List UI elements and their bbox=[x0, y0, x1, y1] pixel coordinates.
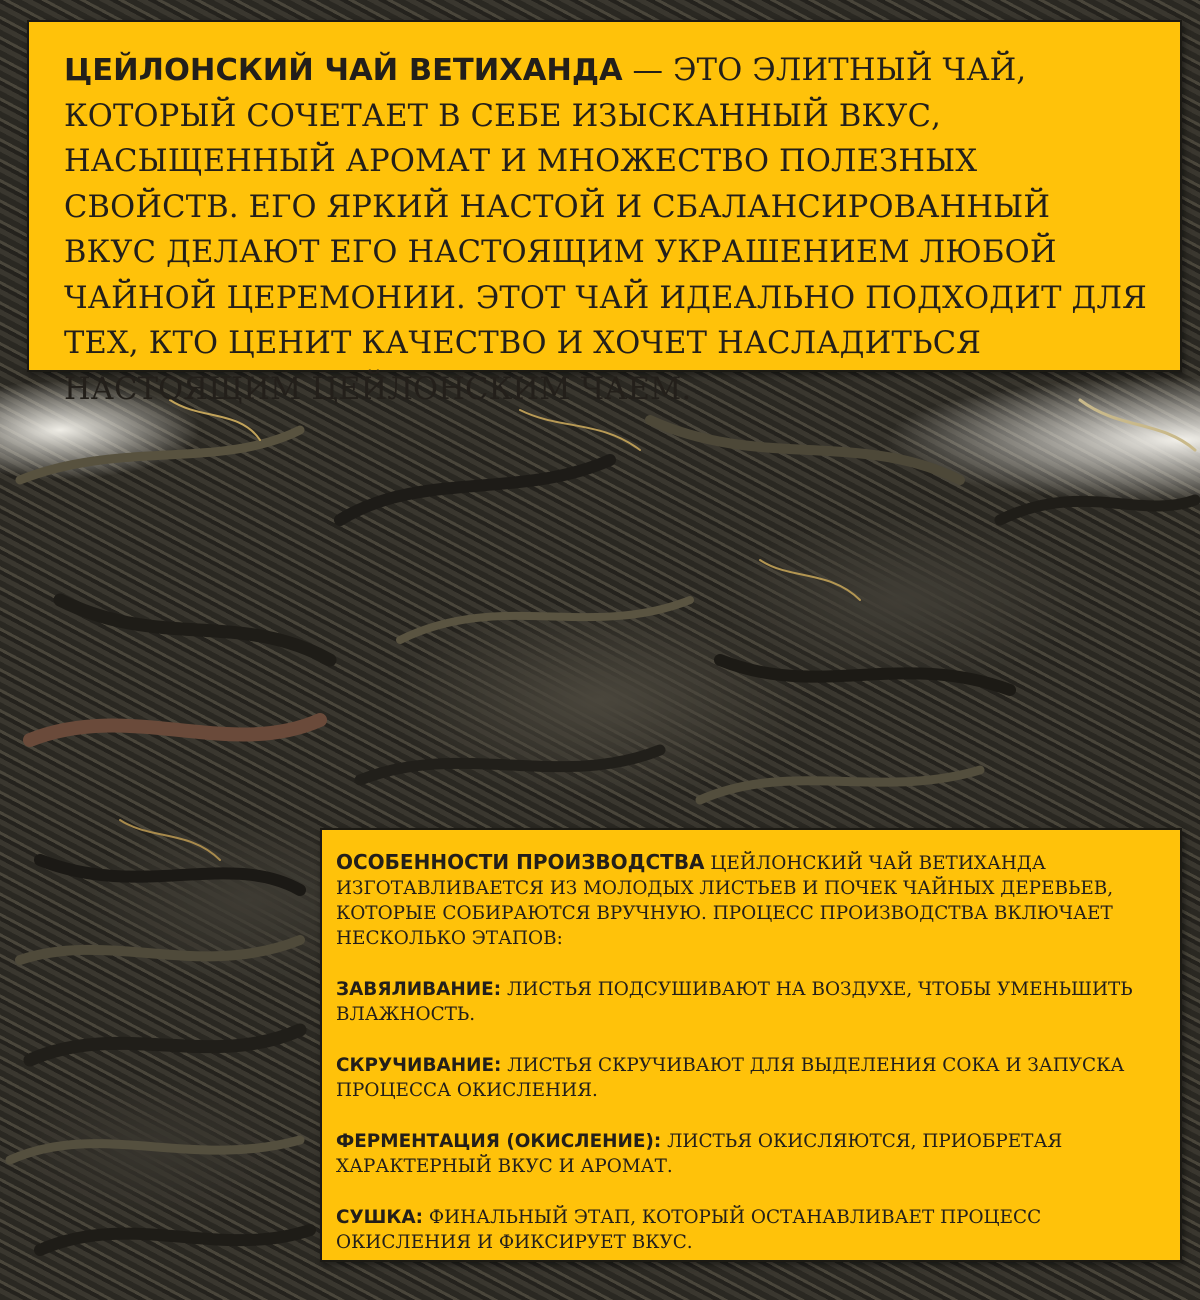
intro-panel bbox=[27, 20, 1182, 407]
production-title: ОСОБЕННОСТИ ПРОИЗВОДСТВА bbox=[336, 850, 705, 874]
step-drying bbox=[336, 1205, 1168, 1255]
step-fermentation bbox=[336, 1129, 1168, 1179]
step-rolling bbox=[336, 1053, 1168, 1103]
production-text: ЦЕЙЛОНСКИЙ ЧАЙ ВЕТИХАНДА ИЗГОТАВЛИВАЕТСЯ ИЗ МОЛОДЫХ ЛИСТЬЕВ И ПОЧЕК ЧАЙНЫХ ДЕРЕВЬЕВ, КОТОРЫЕ СОБИРАЮТСЯ ВРУЧНУЮ. ПРОЦЕСС ПРОИЗВОДСТВА ВКЛЮЧАЕТ НЕСКОЛЬКО ЭТАПОВ: bbox=[336, 853, 1114, 949]
step-name: СКРУЧИВАНИЕ: bbox=[336, 1055, 502, 1076]
step-withering bbox=[336, 977, 1168, 1027]
step-text: ФИНАЛЬНЫЙ ЭТАП, КОТОРЫЙ ОСТАНАВЛИВАЕТ ПРОЦЕСС ОКИСЛЕНИЯ И ФИКСИРУЕТ ВКУС. bbox=[336, 1207, 1042, 1253]
production-intro bbox=[336, 850, 1168, 951]
step-text: ЛИСТЬЯ ОКИСЛЯЮТСЯ, ПРИОБРЕТАЯ ХАРАКТЕРНЫЙ ВКУС И АРОМАТ. bbox=[336, 1131, 1063, 1177]
intro-title: ЦЕЙЛОНСКИЙ ЧАЙ ВЕТИХАНДА bbox=[64, 53, 623, 88]
production-panel bbox=[320, 828, 1182, 1262]
intro-text: — ЭТО ЭЛИТНЫЙ ЧАЙ, КОТОРЫЙ СОЧЕТАЕТ В СЕБЕ ИЗЫСКАННЫЙ ВКУС, НАСЫЩЕННЫЙ АРОМАТ И МНОЖЕСТВО ПОЛЕЗНЫХ СВОЙСТВ. ЕГО ЯРКИЙ НАСТОЙ И СБАЛАНСИРОВАННЫЙ ВКУС ДЕЛАЮТ ЕГО НАСТОЯЩИМ УКРАШЕНИЕМ ЛЮБОЙ ЧАЙНОЙ ЦЕРЕМОНИИ. ЭТОТ ЧАЙ ИДЕАЛЬНО ПОДХОДИТ ДЛЯ ТЕХ, КТО ЦЕНИТ КАЧЕСТВО И ХОЧЕТ НАСЛАДИТЬСЯ НАСТОЯЩИМ ЦЕЙЛОНСКИМ ЧАЕМ. bbox=[64, 53, 1148, 407]
step-text: ЛИСТЬЯ ПОДСУШИВАЮТ НА ВОЗДУХЕ, ЧТОБЫ УМЕНЬШИТЬ ВЛАЖНОСТЬ. bbox=[336, 979, 1133, 1025]
step-name: ФЕРМЕНТАЦИЯ (ОКИСЛЕНИЕ): bbox=[336, 1131, 662, 1152]
step-name: СУШКА: bbox=[336, 1207, 424, 1228]
step-text: ЛИСТЬЯ СКРУЧИВАЮТ ДЛЯ ВЫДЕЛЕНИЯ СОКА И ЗАПУСКА ПРОЦЕССА ОКИСЛЕНИЯ. bbox=[336, 1055, 1125, 1101]
step-name: ЗАВЯЛИВАНИЕ: bbox=[336, 979, 502, 1000]
